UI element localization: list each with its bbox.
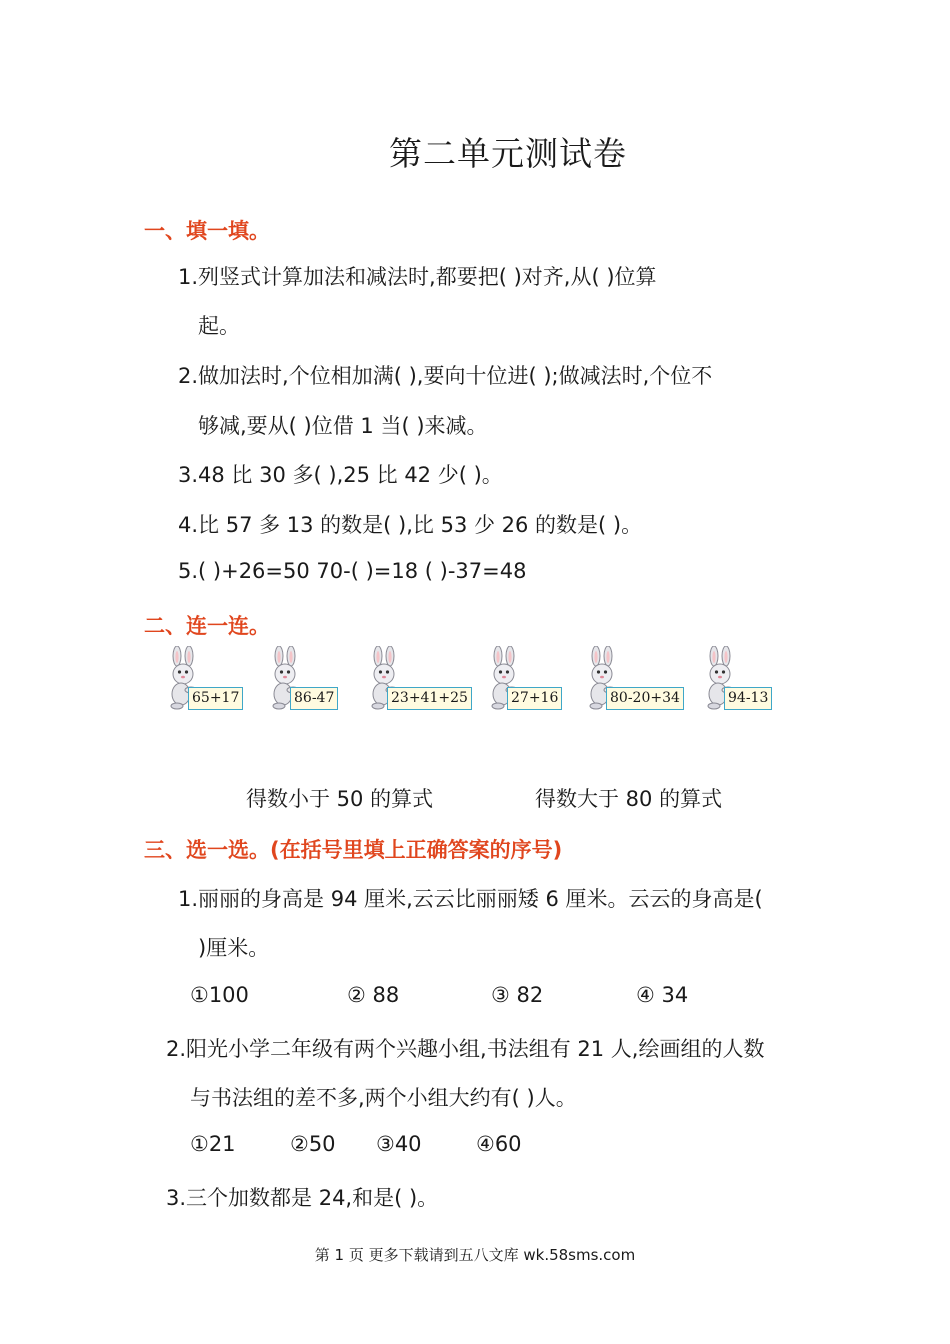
fill-question-2-line-2: 够减,要从( )位借 1 当( )来减。 [198,414,488,438]
fill-question-1-line-1: 1.列竖式计算加法和减法时,都要把( )对齐,从( )位算 [178,265,657,289]
choose-option: ①100 [190,983,249,1007]
section-choose-heading: 三、选一选。(在括号里填上正确答案的序号) [144,838,563,862]
choose-option: ②50 [290,1132,336,1156]
expression-card: 94-13 [724,687,772,710]
page-footer: 第 1 页 更多下载请到五八文库 wk.58sms.com [314,1246,636,1264]
choose-option: ④60 [476,1132,522,1156]
choose-option: ①21 [190,1132,236,1156]
fill-question-5: 5.( )+26=50 70-( )=18 ( )-37=48 [178,559,527,583]
fill-question-2-line-1: 2.做加法时,个位相加满( ),要向十位进( );做减法时,个位不 [178,364,713,388]
expression-card: 23+41+25 [387,687,472,710]
connect-label-less-than-50: 得数小于 50 的算式 [246,787,434,811]
expression-card: 86-47 [290,687,338,710]
page-title: 第二单元测试卷 [389,134,627,173]
section-fill-heading: 一、填一填。 [144,219,270,243]
choose-option: ③ 82 [491,983,544,1007]
fill-question-4: 4.比 57 多 13 的数是( ),比 53 少 26 的数是( )。 [178,513,643,537]
connect-label-greater-than-80: 得数大于 80 的算式 [535,787,723,811]
section-connect-heading: 二、连一连。 [144,614,270,638]
choose-option: ③40 [376,1132,422,1156]
choose-question-1-line-1: 1.丽丽的身高是 94 厘米,云云比丽丽矮 6 厘米。云云的身高是( [178,887,763,911]
choose-option: ② 88 [347,983,400,1007]
expression-card: 27+16 [507,687,562,710]
choose-question-2-line-2: 与书法组的差不多,两个小组大约有( )人。 [190,1086,577,1110]
fill-question-3: 3.48 比 30 多( ),25 比 42 少( )。 [178,463,503,487]
choose-question-3: 3.三个加数都是 24,和是( )。 [166,1186,439,1210]
choose-question-1-line-2: )厘米。 [198,936,270,960]
fill-question-1-line-2: 起。 [198,314,240,338]
choose-question-2-line-1: 2.阳光小学二年级有两个兴趣小组,书法组有 21 人,绘画组的人数 [166,1037,765,1061]
expression-card: 80-20+34 [606,687,684,710]
expression-card: 65+17 [188,687,243,710]
choose-option: ④ 34 [636,983,689,1007]
